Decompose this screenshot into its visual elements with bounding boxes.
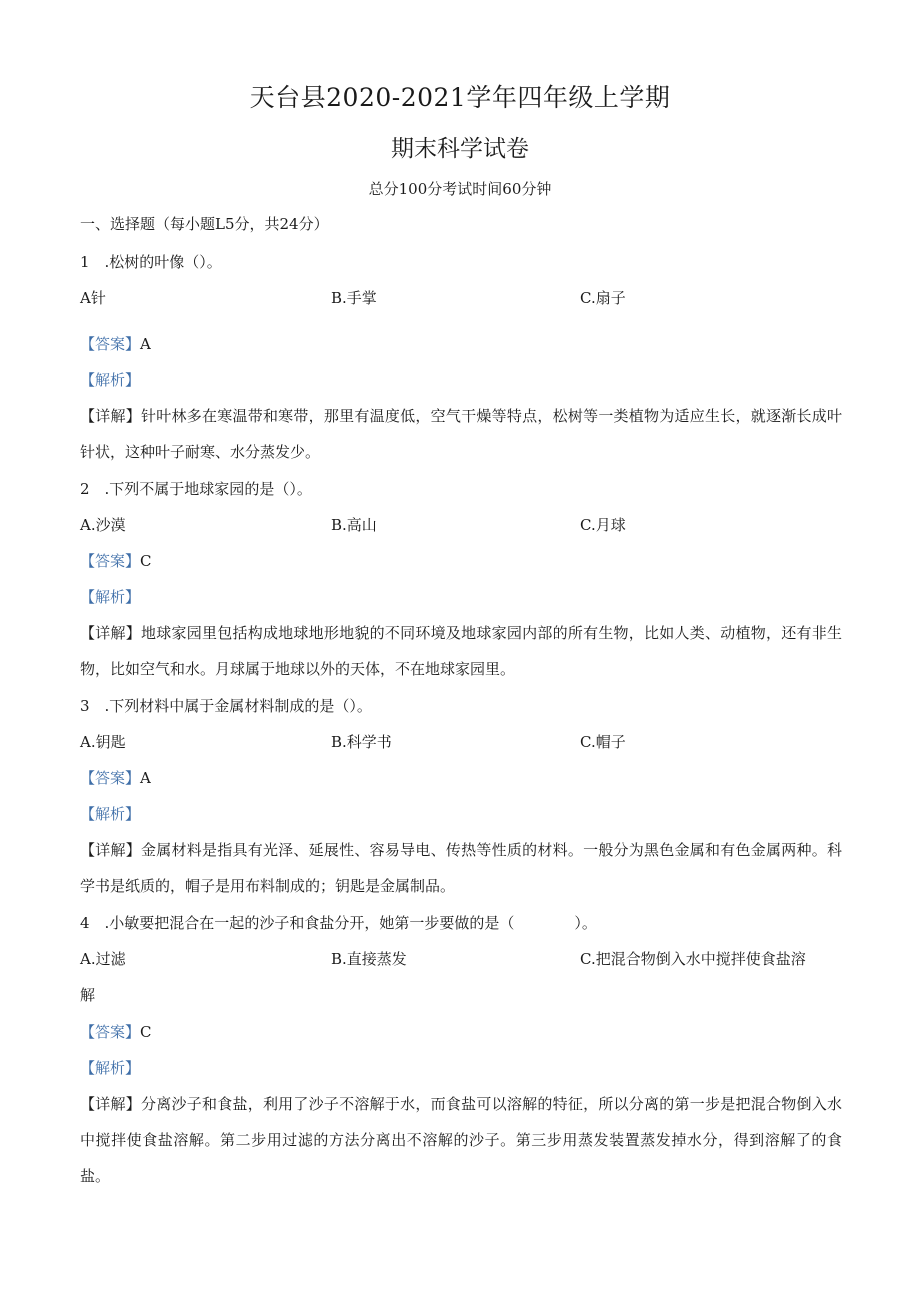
question-3-analysis [80,804,140,824]
question-4-option-a: A.过滤 [80,950,126,968]
answer-value: A [140,335,151,353]
question-3-option-a: A.钥匙 [80,733,126,751]
question-4-analysis [80,1058,140,1078]
question-1-answer [80,334,151,354]
question-4-stem: 4 .小敏要把混合在一起的沙子和食盐分开，她第一步要做的是（ ）。 [80,914,597,932]
question-4-option-b: B.直接蒸发 [331,950,407,968]
exam-title-line1: 天台县2020-2021学年四年级上学期 [249,83,671,112]
question-3-detail [80,832,842,904]
question-1-analysis [80,370,140,390]
exam-title-line2: 期末科学试卷 [391,136,529,162]
question-4-detail [80,1086,842,1194]
analysis-tag: 【解析】 [80,1059,141,1077]
analysis-tag: 【解析】 [80,805,141,823]
detail-text: 地球家园里包括构成地球地形地貌的不同环境及地球家园内部的所有生物，比如人类、动植物，还有非生物，比如空气和水。月球属于地球以外的天体，不在地球家园里。 [80,624,842,678]
answer-value: A [140,769,151,787]
question-4-answer [80,1022,152,1042]
question-4-option-c-continued: 解 [80,986,96,1004]
question-1-detail [80,398,842,470]
detail-tag: 【详解】 [80,407,141,425]
answer-value: C [140,552,152,570]
question-4-option-c: C.把混合物倒入水中搅拌使食盐溶 [580,950,806,968]
exam-subtitle: 总分100分考试时间60分钟 [368,180,552,198]
analysis-tag: 【解析】 [80,588,141,606]
answer-value: C [140,1023,152,1041]
question-3-option-b: B.科学书 [331,733,392,751]
question-2-option-b: B.高山 [331,516,377,534]
detail-text: 分离沙子和食盐，利用了沙子不溶解于水，而食盐可以溶解的特征，所以分离的第一步是把混合物倒入水中搅拌使食盐溶解。第二步用过滤的方法分离出不溶解的沙子。第三步用蒸发装置蒸发掉水分，得到溶解了的食盐。 [80,1095,842,1185]
question-2-option-c: C.月球 [580,516,626,534]
answer-tag: 【答案】 [80,335,141,353]
question-3-option-c: C.帽子 [580,733,626,751]
detail-text: 金属材料是指具有光泽、延展性、容易导电、传热等性质的材料。一般分为黑色金属和有色金属两种。科学书是纸质的，帽子是用布料制成的；钥匙是金属制品。 [80,841,842,895]
detail-tag: 【详解】 [80,624,141,642]
section-heading: 一、选择题（每小题L5分，共24分） [80,215,329,233]
question-1-option-b: B.手掌 [331,289,377,307]
question-2-analysis [80,587,140,607]
question-2-stem: 2 .下列不属于地球家园的是（）。 [80,480,312,498]
detail-tag: 【详解】 [80,1095,141,1113]
question-2-answer [80,551,152,571]
answer-tag: 【答案】 [80,552,141,570]
question-3-answer [80,768,151,788]
question-1-option-c: C.扇子 [580,289,626,307]
question-2-detail [80,615,842,687]
question-1-option-a: A针 [80,289,106,307]
answer-tag: 【答案】 [80,769,141,787]
answer-tag: 【答案】 [80,1023,141,1041]
question-3-stem: 3 .下列材料中属于金属材料制成的是（）。 [80,697,372,715]
detail-text: 针叶林多在寒温带和寒带，那里有温度低，空气干燥等特点，松树等一类植物为适应生长，就逐渐长成叶针状，这种叶子耐寒、水分蒸发少。 [80,407,842,461]
question-1-stem: 1 .松树的叶像（）。 [80,253,222,271]
analysis-tag: 【解析】 [80,371,141,389]
question-2-option-a: A.沙漠 [80,516,126,534]
detail-tag: 【详解】 [80,841,141,859]
